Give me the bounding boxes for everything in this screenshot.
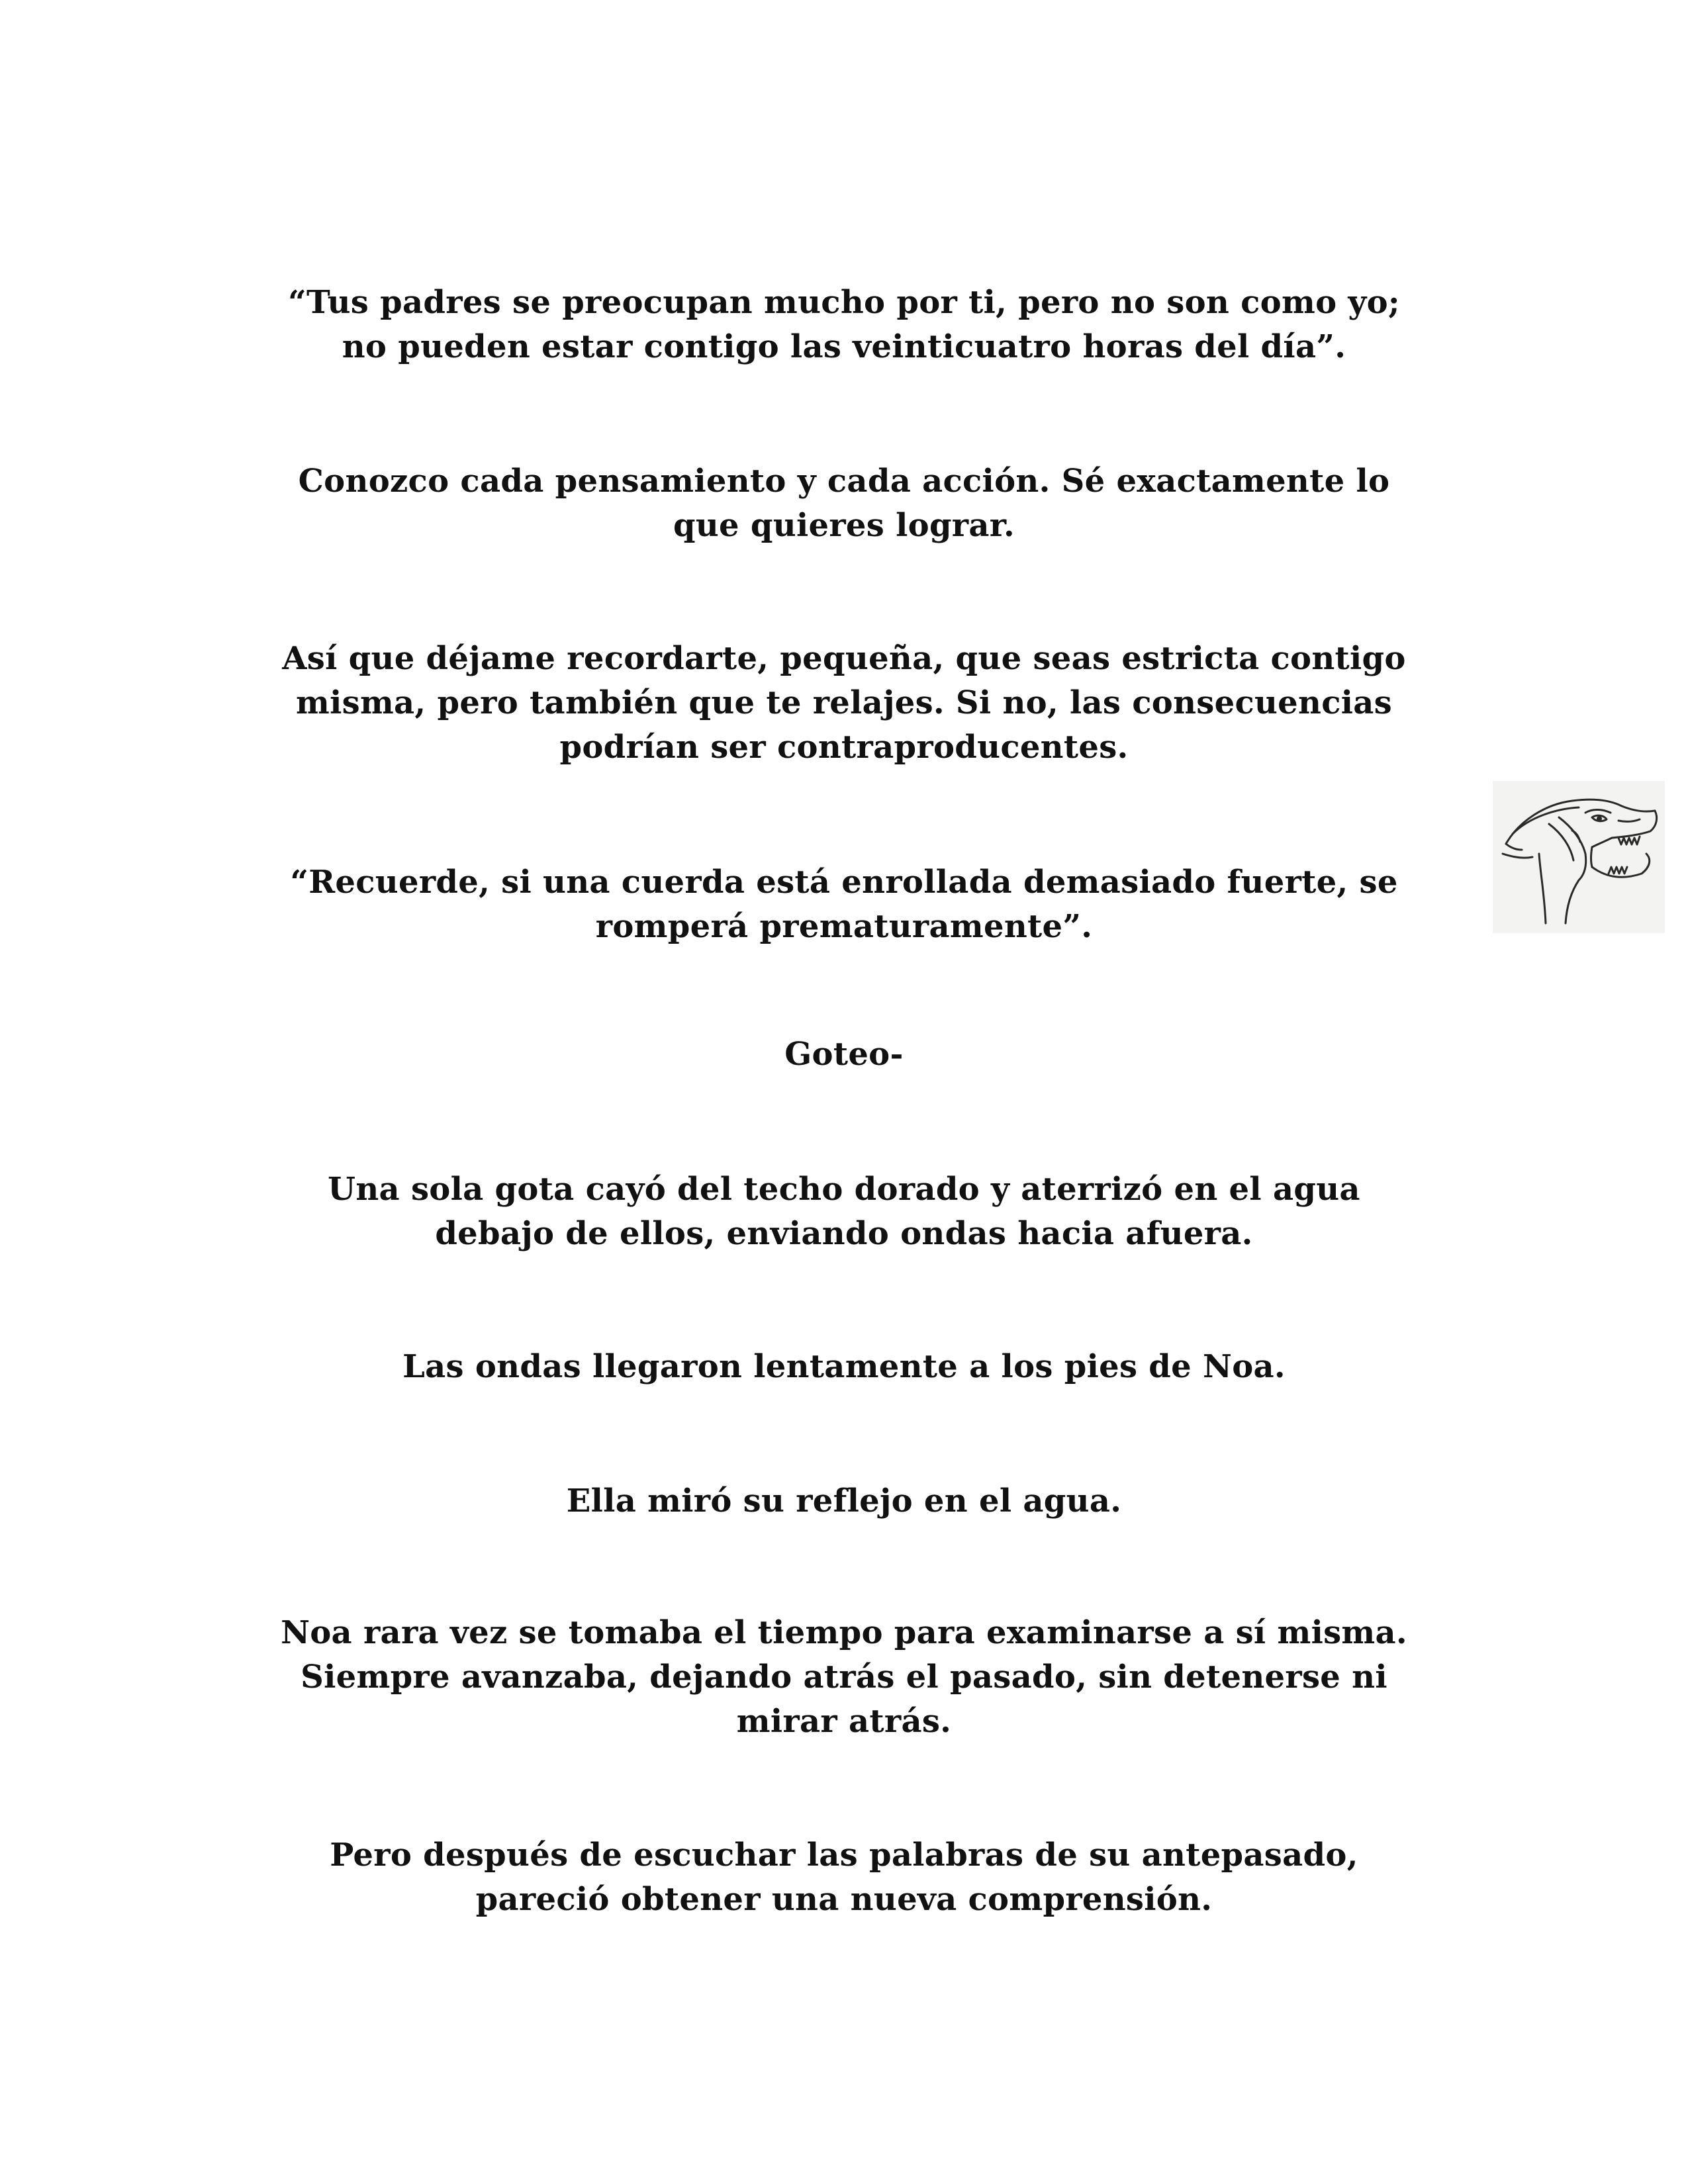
paragraph-5: Goteo-	[784, 1036, 904, 1073]
paragraph-10: Pero después de escuchar las palabras de su antepasado, pareció obtener una nueva comprensión.	[330, 1837, 1358, 1918]
paragraph-6: Una sola gota cayó del techo dorado y aterrizó en el agua debajo de ellos, enviando ondas hacia afuera.	[328, 1171, 1360, 1252]
paragraph-2: Conozco cada pensamiento y cada acción. Sé exactamente lo que quieres lograr.	[298, 463, 1390, 544]
paragraph-9: Noa rara vez se tomaba el tiempo para examinarse a sí misma. Siempre avanzaba, dejando atrás el pasado, sin detenerse ni mirar atrás.	[281, 1614, 1407, 1740]
paragraph-3: Así que déjame recordarte, pequeña, que seas estricta contigo misma, pero también que te relajes. Si no, las consecuencias podrían ser contraproducentes.	[282, 640, 1406, 766]
paragraph-1: “Tus padres se preocupan mucho por ti, pero no son como yo; no pueden estar contigo las veinticuatro horas del día”.	[288, 284, 1400, 365]
paragraph-7: Las ondas llegaron lentamente a los pies de Noa.	[402, 1348, 1286, 1385]
paragraph-8: Ella miró su reflejo en el agua.	[566, 1482, 1122, 1520]
dinosaur-head-sketch-icon	[1493, 781, 1665, 933]
paragraph-4: “Recuerde, si una cuerda está enrollada demasiado fuerte, se romperá prematuramente”.	[290, 864, 1398, 945]
